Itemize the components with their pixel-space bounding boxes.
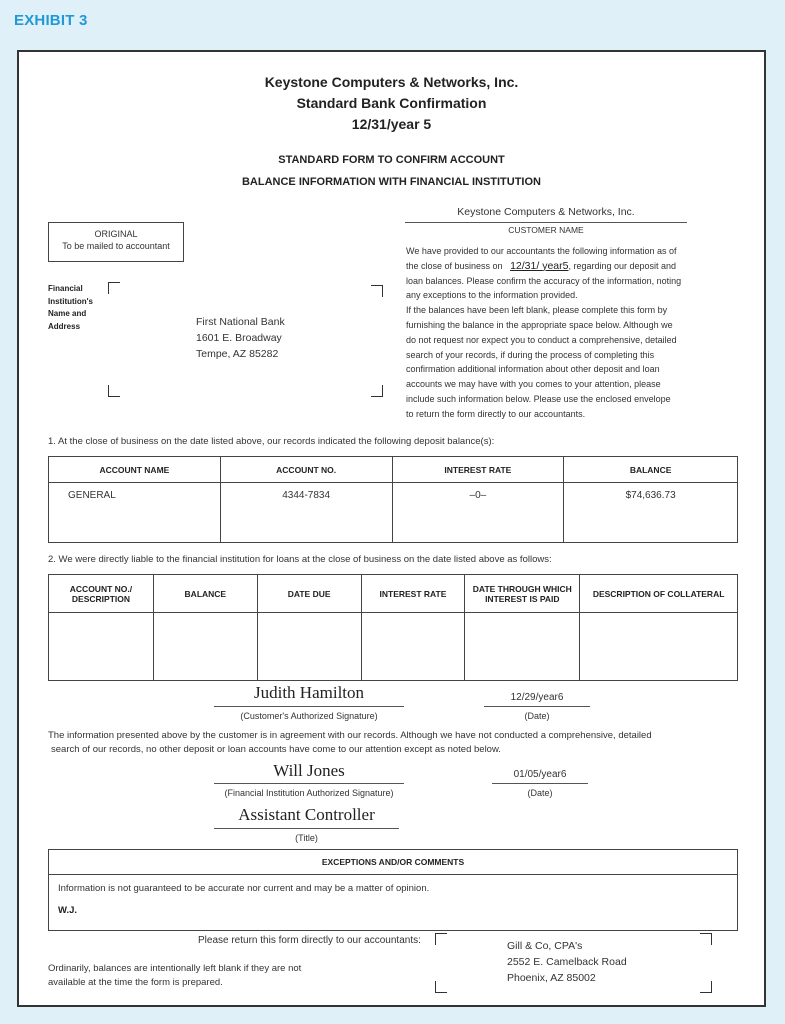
accountant-corner-tr: [700, 933, 712, 945]
document-title: Standard Bank Confirmation: [296, 95, 487, 111]
signer-title-caption: (Title): [295, 833, 318, 843]
loan-table: [48, 574, 738, 681]
loan-header-interest-rate: INTEREST RATE: [361, 575, 465, 613]
form-title-line-1: STANDARD FORM TO CONFIRM ACCOUNT: [278, 154, 505, 166]
signer-title-line: [214, 828, 399, 829]
institution-address: First National Bank 1601 E. Broadway Tempe, AZ 85282: [196, 316, 285, 360]
customer-name-line: [405, 222, 687, 223]
accountant-address: Gill & Co, CPA's 2552 E. Camelback Road Phoenix, AZ 85002: [507, 940, 627, 984]
customer-name-label: CUSTOMER NAME: [508, 225, 584, 235]
return-instruction: Please return this form directly to our accountants:: [198, 935, 421, 946]
bank-confirmation-form: [17, 50, 766, 1007]
agreement-statement: The information presented above by the customer is in agreement with our records. Although we have not conducted a comprehensive, detailed search of our records, no other deposit or loan accounts have come to our attention except as noted below.: [48, 730, 652, 755]
address-corner-br: [371, 385, 383, 397]
bank-signature-caption: (Financial Institution Authorized Signature): [224, 788, 394, 798]
deposit-header-interest-rate: INTEREST RATE: [392, 457, 564, 483]
bank-date-caption: (Date): [527, 788, 553, 798]
deposit-table: [48, 456, 738, 543]
bank-date-line: [492, 783, 588, 784]
bank-signature-date: 01/05/year6: [513, 769, 567, 780]
bank-signature-line: [214, 783, 404, 784]
loan-header-collateral: DESCRIPTION OF COLLATERAL: [580, 575, 738, 613]
original-box: [48, 222, 184, 262]
bank-signature: Will Jones: [273, 761, 345, 780]
accountant-corner-br: [700, 981, 712, 993]
address-corner-tr: [371, 285, 383, 297]
customer-name: Keystone Computers & Networks, Inc.: [457, 206, 635, 218]
loan-header-balance: BALANCE: [153, 575, 257, 613]
blank-balance-note: Ordinarily, balances are intentionally left blank if they are not available at the time the form is prepared.: [48, 963, 302, 988]
loan-header-date-through: DATE THROUGH WHICH INTEREST IS PAID: [465, 575, 580, 613]
deposit-interest-rate: –0–: [392, 483, 564, 543]
customer-signature-caption: (Customer's Authorized Signature): [240, 711, 378, 721]
request-date-fill: 12/31/ year5: [510, 259, 569, 272]
document-date: 12/31/year 5: [351, 116, 432, 132]
exceptions-box: [48, 849, 738, 931]
deposit-header-account-no: ACCOUNT NO.: [220, 457, 392, 483]
company-name: Keystone Computers & Networks, Inc.: [264, 74, 519, 90]
exceptions-comment: Information is not guaranteed to be accurate nor current and may be a matter of opinion.: [58, 883, 430, 894]
exhibit-label: EXHIBIT 3: [14, 12, 88, 29]
exceptions-initials: W.J.: [58, 905, 78, 916]
loan-header-date-due: DATE DUE: [257, 575, 361, 613]
original-label: ORIGINAL: [94, 229, 138, 239]
deposit-header-balance: BALANCE: [564, 457, 738, 483]
deposit-header-account-name: ACCOUNT NAME: [49, 457, 221, 483]
table-row: [49, 613, 738, 681]
address-corner-bl: [108, 385, 120, 397]
exceptions-header: EXCEPTIONS AND/OR COMMENTS: [49, 850, 737, 875]
section-1-intro: 1. At the close of business on the date listed above, our records indicated the following deposit balance(s):: [48, 436, 495, 447]
accountant-corner-tl: [435, 933, 447, 945]
deposit-account-no: 4344-7834: [220, 483, 392, 543]
request-paragraph: We have provided to our accountants the following information as of the close of business on 12/31/ year5, regarding our deposit and loan balances. Please confirm the accuracy of the information, noting any exceptions to the information provided. If the balances have been left blank, please complete this form by furnishing the balance in the appropriate space below. Although we do not request nor expect you to conduct a comprehensive, detailed search of your records, if during the process of completing this confirmation additional information about other deposit and loan accounts we may have with you comes to your attention, please include such information below. Please use the enclosed envelope to return the form directly to our accountants.: [406, 246, 682, 419]
customer-date-line: [484, 706, 590, 707]
institution-label: Financial Institution's Name and Address: [48, 284, 94, 331]
deposit-account-name: GENERAL: [49, 483, 221, 543]
loan-header-account: ACCOUNT NO./ DESCRIPTION: [49, 575, 154, 613]
customer-date-caption: (Date): [524, 711, 550, 721]
original-instruction: To be mailed to accountant: [62, 241, 170, 251]
customer-signature-line: [214, 706, 404, 707]
deposit-balance: $74,636.73: [564, 483, 738, 543]
table-row: [49, 483, 738, 543]
address-corner-tl: [108, 282, 120, 294]
accountant-corner-bl: [435, 981, 447, 993]
customer-signature: Judith Hamilton: [253, 683, 365, 702]
section-2-intro: 2. We were directly liable to the financial institution for loans at the close of business on the date listed above as follows:: [48, 554, 552, 565]
customer-signature-date: 12/29/year6: [510, 692, 564, 703]
form-title-line-2: BALANCE INFORMATION WITH FINANCIAL INSTITUTION: [241, 176, 541, 188]
signer-title: Assistant Controller: [238, 805, 375, 824]
